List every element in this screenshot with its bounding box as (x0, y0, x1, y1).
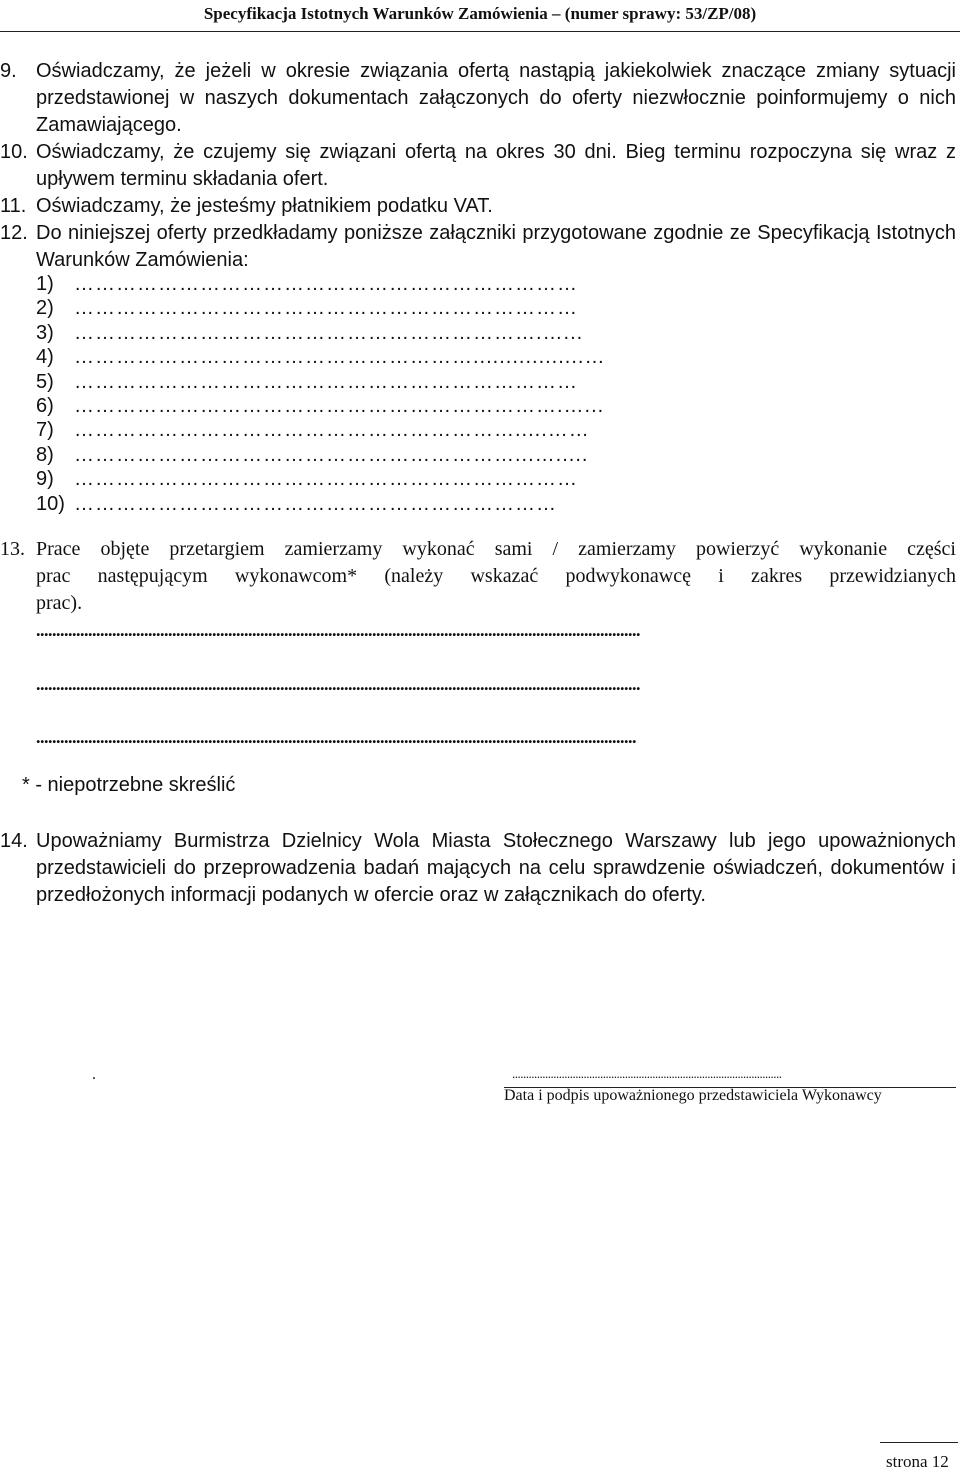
paragraph-number: 9. (0, 60, 17, 82)
attachment-number: 8) (36, 443, 54, 466)
paragraph-12 (0, 220, 956, 274)
attachment-number: 7) (36, 419, 54, 442)
attachment-blank: ………………………………………………….................… (74, 346, 606, 369)
attachment-list (36, 272, 605, 516)
blank-line: ...................................................................................................................................................... (36, 727, 636, 747)
attachment-number: 1) (36, 273, 54, 295)
paragraph-text: Oświadczamy, że czujemy się związani ofertą na okres 30 dni. Bieg terminu rozpoczyna się wraz z upływem terminu składania ofert. (36, 141, 956, 190)
attachment-blank: ………………………………………………………...…..... (74, 443, 589, 466)
footer-divider (880, 1442, 958, 1443)
attachment-row (36, 296, 605, 320)
blank-line: ....................................................................................................................................................... (36, 620, 640, 640)
attachment-blank: ………………………………………………………….…... (74, 321, 584, 344)
attachment-number: 3) (36, 321, 54, 344)
attachment-row (36, 321, 605, 345)
paragraph-text: Do niniejszej oferty przedkładamy poniższe załączniki przygotowane zgodnie ze Specyfikacją Istotnych Warunków Zamówienia: (36, 222, 956, 271)
attachment-number: 2) (36, 297, 54, 320)
paragraph-14 (0, 828, 956, 909)
attachment-row (36, 394, 605, 418)
attachment-row (36, 345, 605, 369)
paragraph-13 (0, 536, 956, 617)
attachment-blank: ……………………………………………………………… (74, 468, 578, 491)
attachment-number: 6) (36, 394, 54, 417)
paragraph-text-line: prac). (36, 592, 83, 614)
attachment-row (36, 418, 605, 442)
paragraph-number: 14. (0, 830, 28, 852)
attachment-blank: ……………………………………………………………… (74, 297, 578, 320)
paragraph-text: Oświadczamy, że jeżeli w okresie związania ofertą nastąpią jakiekolwiek znaczące zmiany sytuacji przedstawionej w naszych dokumentach załączonych do oferty niezwłocznie poinformujemy o nich Zamawiającego. (36, 60, 956, 136)
paragraph-10 (0, 139, 956, 193)
attachment-blank: …………………………………………………………….…... (74, 394, 605, 417)
attachment-number: 4) (36, 346, 54, 369)
paragraph-9 (0, 58, 956, 139)
paragraph-text-line: Prace objęte przetargiem zamierzamy wykonać sami / zamierzamy powierzyć wykonanie części (36, 538, 956, 560)
paragraph-text-line: prac następującym wykonawcom* (należy wskazać podwykonawcę i zakres przewidzianych (36, 565, 956, 587)
paragraph-11 (0, 193, 956, 220)
paragraph-number: 12. (0, 222, 28, 244)
page-header: Specyfikacja Istotnych Warunków Zamówienia – (numer sprawy: 53/ZP/08) (203, 4, 757, 23)
attachment-number: 10) (36, 492, 65, 515)
date-placeholder: . (92, 1066, 96, 1083)
page-number: strona 12 (886, 1452, 949, 1471)
paragraph-text: Oświadczamy, że jesteśmy płatnikiem podatku VAT. (36, 195, 493, 217)
header-divider (0, 31, 960, 32)
attachment-row (36, 492, 605, 516)
attachment-row (36, 370, 605, 394)
attachment-number: 9) (36, 468, 54, 491)
paragraph-text: Upoważniamy Burmistrza Dzielnicy Wola Miasta Stołecznego Warszawy lub jego upoważnionych przedstawicieli do przeprowadzenia badań mających na celu sprawdzenie oświadczeń, dokumentów i przedłożonych informacji podanych w ofercie oraz w załącznikach do oferty. (36, 830, 956, 906)
paragraph-number: 11. (0, 195, 27, 217)
paragraph-number: 13. (0, 538, 25, 560)
paragraph-number: 10. (0, 141, 28, 163)
signature-label: Data i podpis upoważnionego przedstawiciela Wykonawcy (504, 1087, 882, 1104)
blank-line: ....................................................................................................................................................... (36, 674, 640, 694)
attachment-blank: ……………………………………………………………… (74, 273, 578, 295)
signature-placeholder: .................................................................................................. (512, 1066, 782, 1081)
attachment-number: 5) (36, 370, 54, 393)
attachment-blank: ……………………………………………………….....…… (74, 419, 590, 442)
footnote: * - niepotrzebne skreślić (22, 774, 236, 796)
attachment-blank: ……………………………………………………………… (74, 370, 578, 393)
attachment-row (36, 272, 605, 296)
attachment-row (36, 467, 605, 491)
attachment-blank: …………………………………………………………… (74, 492, 557, 515)
attachment-row (36, 443, 605, 467)
